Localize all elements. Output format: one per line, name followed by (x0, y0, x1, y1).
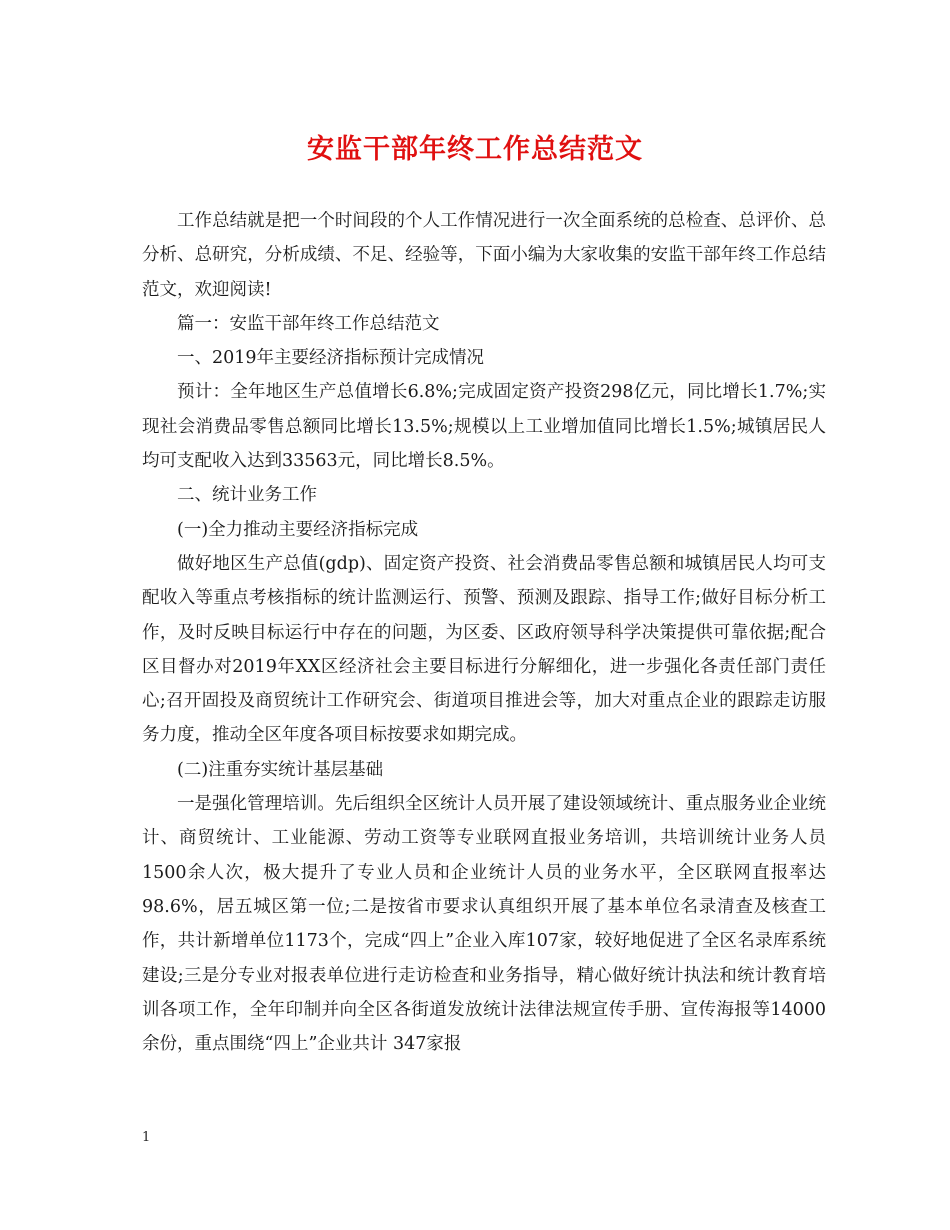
paragraph-subsection-one-heading: (一)全力推动主要经济指标完成 (177, 519, 419, 540)
document-body (142, 204, 826, 1061)
page-number: 1 (142, 1130, 151, 1145)
paragraph-section-two-heading: 二、统计业务工作 (177, 485, 317, 506)
paragraph-section-one-heading: 一、2019年主要经济指标预计完成情况 (177, 348, 485, 369)
document-title: 安监干部年终工作总结范文 (307, 134, 643, 165)
paragraph-intro: 工作总结就是把一个时间段的个人工作情况进行一次全面系统的总检查、总评价、总分析、总研究，分析成绩、不足、经验等，下面小编为大家收集的安监干部年终工作总结范文，欢迎阅读! (142, 211, 826, 300)
paragraph-forecast: 预计：全年地区生产总值增长6.8%;完成固定资产投资298亿元，同比增长1.7%;实现社会消费品零售总额同比增长13.5%;规模以上工业增加值同比增长1.5%;城镇居民人均可支配收入达到33563元，同比增长8.5%。 (142, 382, 826, 472)
paragraph-part-one-heading: 篇一：安监干部年终工作总结范文 (177, 313, 440, 334)
paragraph-indicators: 做好地区生产总值(gdp)、固定资产投资、社会消费品零售总额和城镇居民人均可支配收入等重点考核指标的统计监测运行、预警、预测及跟踪、指导工作;做好目标分析工作，及时反映目标运行中存在的问题，为区委、区政府领导科学决策提供可靠依据;配合区目督办对2019年XX区经济社会主要目标进行分解细化，进一步强化各责任部门责任心;召开固投及商贸统计工作研究会、街道项目推进会等，加大对重点企业的跟踪走访服务力度，推动全区年度各项目标按要求如期完成。 (142, 553, 826, 746)
paragraph-training: 一是强化管理培训。先后组织全区统计人员开展了建设领域统计、重点服务业企业统计、商贸统计、工业能源、劳动工资等专业联网直报业务培训，共培训统计业务人员1500余人次，极大提升了专业人员和企业统计人员的业务水平，全区联网直报率达98.6%，居五城区第一位;二是按省市要求认真组织开展了基本单位名录清查及核查工作，共计新增单位1173个，完成“四上”企业入库107家，较好地促进了全区名录库系统建设;三是分专业对报表单位进行走访检查和业务指导，精心做好统计执法和统计教育培训各项工作，全年印制并向全区各街道发放统计法律法规宣传手册、宣传海报等14000余份，重点围绕“四上”企业共计 347家报 (142, 794, 826, 1055)
paragraph-subsection-two-heading: (二)注重夯实统计基层基础 (177, 759, 384, 780)
